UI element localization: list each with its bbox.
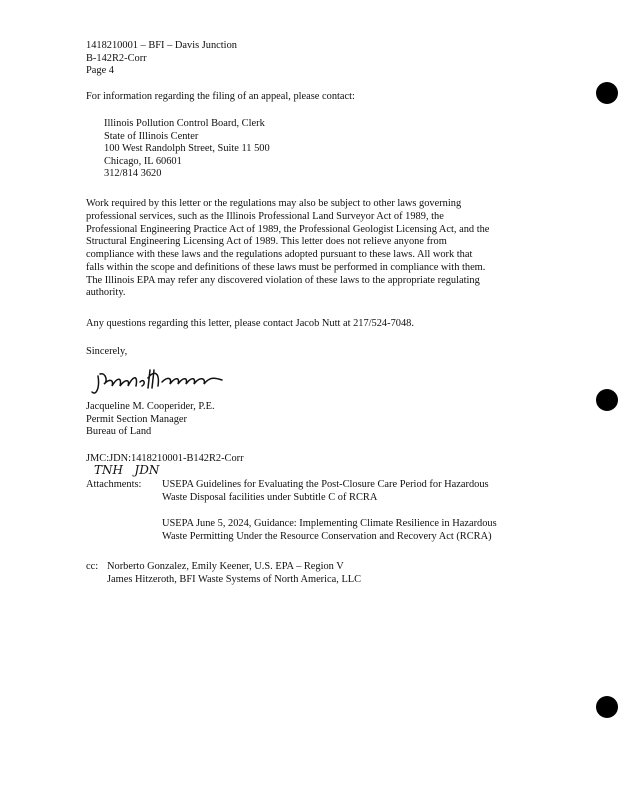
attachment-line: Waste Permitting Under the Resource Conservation and Recovery Act (RCRA) (162, 530, 492, 542)
closing: Sincerely, (86, 346, 128, 357)
punch-hole-middle (596, 389, 618, 411)
paragraph-line: Structural Engineering Licensing Act of 1989. This letter does not relieve anyone from (86, 236, 447, 248)
paragraph-line: Work required by this letter or the regulations may also be subject to other laws governing (86, 198, 462, 209)
signer-block (86, 401, 215, 439)
paragraph-line: compliance with these laws and the regulations adopted pursuant to these laws. All work that (86, 249, 473, 260)
attachments-label: Attachments: (86, 479, 142, 490)
cc-line: Norberto Gonzalez, Emily Keener, U.S. EPA – Region V (107, 561, 344, 572)
appeal-intro: For information regarding the filing of an appeal, please contact: (86, 91, 355, 102)
address-line: Illinois Pollution Control Board, Clerk (104, 118, 265, 129)
header-page-line: Page 4 (86, 65, 114, 77)
paragraph-line: falls within the scope and definitions of these laws must be performed in compliance with them. (86, 261, 486, 273)
attachment-line: Waste Disposal facilities under Subtitle C of RCRA (162, 491, 378, 503)
paragraph-line: Professional Engineering Practice Act of 1989, the Professional Geologist Licensing Act, and the (86, 223, 490, 235)
attachment-item (162, 479, 489, 504)
paragraph-line: authority. (86, 287, 126, 299)
header-ref-line: B-142R2-Corr (86, 52, 147, 64)
punch-hole-top (596, 82, 618, 104)
questions-line: Any questions regarding this letter, please contact Jacob Nutt at 217/524-7048. (86, 318, 414, 329)
signer-name: Jacqueline M. Cooperider, P.E. (86, 401, 215, 412)
letter-header (86, 40, 237, 78)
cc-label: cc: (86, 561, 99, 572)
cc-line: James Hitzeroth, BFI Waste Systems of North America, LLC (107, 573, 362, 585)
header-file-line: 1418210001 – BFI – Davis Junction (86, 40, 237, 51)
reference-line: JMC:JDN:1418210001-B142R2-Corr (86, 453, 244, 464)
attachment-item (162, 518, 497, 543)
address-line: State of Illinois Center (104, 130, 199, 142)
attachment-line: USEPA Guidelines for Evaluating the Post-Closure Care Period for Hazardous (162, 479, 489, 490)
work-paragraph (86, 198, 489, 300)
handwritten-signature (88, 364, 238, 398)
attachment-line: USEPA June 5, 2024, Guidance: Implementing Climate Resilience in Hazardous (162, 518, 497, 529)
cc-recipients (107, 561, 361, 586)
address-line: Chicago, IL 60601 (104, 155, 182, 167)
paragraph-line: The Illinois EPA may refer any discovered violation of these laws to the appropriate regulating (86, 274, 480, 286)
signer-bureau: Bureau of Land (86, 426, 152, 438)
appeal-address (104, 118, 270, 181)
address-line: 312/814 3620 (104, 168, 162, 180)
address-line: 100 West Randolph Street, Suite 11 500 (104, 143, 270, 155)
paragraph-line: professional services, such as the Illinois Professional Land Surveyor Act of 1989, the (86, 210, 444, 222)
punch-hole-bottom (596, 696, 618, 718)
signer-title: Permit Section Manager (86, 413, 187, 425)
handwritten-initials: TNH JDN (94, 463, 160, 477)
